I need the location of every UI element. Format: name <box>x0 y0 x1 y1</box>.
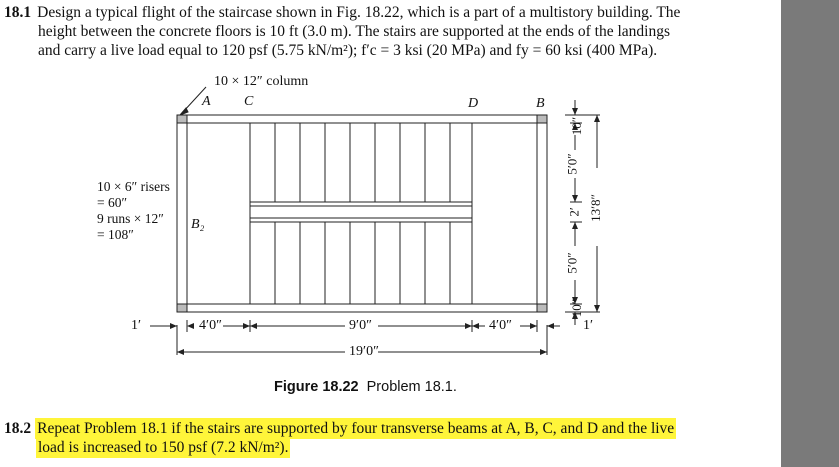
staircase-figure <box>0 60 781 400</box>
dim-4ft-left: 4′0″ <box>199 318 222 333</box>
highlighted-text-line1: Repeat Problem 18.1 if the stairs are supported by four transverse beams at A, B, C, and D and the live <box>37 420 675 437</box>
upper-flight-treads <box>250 123 472 202</box>
inner-wall-outline <box>187 123 537 304</box>
dim-2ft: 2′ <box>566 207 582 217</box>
point-d-label: D <box>468 96 479 111</box>
lower-flight-treads <box>250 222 472 304</box>
dim-5ft-top: 5′0″ <box>564 153 580 175</box>
dim-4ft-right: 4′0″ <box>489 318 512 333</box>
problem-18-1 <box>4 3 774 60</box>
problem-text-line1: Design a typical flight of the staircase shown in Fig. 18.22, which is a part of a multistory building. The <box>37 4 681 21</box>
dim-10in-top: 10″ <box>569 116 585 136</box>
column-a <box>177 115 187 123</box>
column-label: 10 × 12″ column <box>214 74 309 89</box>
outer-wall-outline <box>177 115 547 312</box>
problem-number: 18.1 <box>4 4 32 21</box>
figure-caption-text: Problem 18.1. <box>366 379 457 395</box>
column-bottom-left <box>177 304 187 312</box>
viewer-side-panel <box>781 0 839 467</box>
point-a-label: A <box>202 94 211 109</box>
dim-1ft-left: 1′ <box>131 318 142 333</box>
problem-text-line3: and carry a live load equal to 120 psf (5.75 kN/m²); f′c = 3 ksi (20 MPa) and fy = 60 ksi (400 MPa). <box>38 42 658 59</box>
risers-label-2: = 60″ <box>97 195 128 210</box>
dim-10in-bottom: 10″ <box>569 298 585 318</box>
problem-18-2 <box>4 419 774 457</box>
dim-5ft-bottom: 5′0″ <box>564 252 580 274</box>
column-bottom-right <box>537 304 547 312</box>
highlighted-text-line2: load is increased to 150 psf (7.2 kN/m²). <box>38 439 289 456</box>
dim-1ft-right: 1′ <box>583 318 594 333</box>
figure-caption <box>274 379 457 395</box>
beam-b2-label: B₂ <box>191 217 205 232</box>
problem-text-line2: height between the concrete floors is 10 ft (3.0 m). The stairs are supported at the ends of the landings <box>38 23 671 40</box>
figure-caption-label: Figure 18.22 <box>274 379 359 395</box>
dimension-arrowheads <box>170 108 600 355</box>
risers-label-1: 10 × 6″ risers <box>97 179 170 194</box>
point-b-label: B <box>536 96 545 111</box>
dim-19ft: 19′0″ <box>349 344 379 359</box>
dim-9ft: 9′0″ <box>349 318 372 333</box>
central-divider <box>250 202 472 222</box>
point-c-label: C <box>244 94 254 109</box>
runs-label-2: = 108″ <box>97 227 134 242</box>
runs-label-1: 9 runs × 12″ <box>97 211 164 226</box>
problem-number-2: 18.2 <box>4 420 32 437</box>
column-b <box>537 115 547 123</box>
dim-13ft8: 13′8″ <box>587 194 603 222</box>
